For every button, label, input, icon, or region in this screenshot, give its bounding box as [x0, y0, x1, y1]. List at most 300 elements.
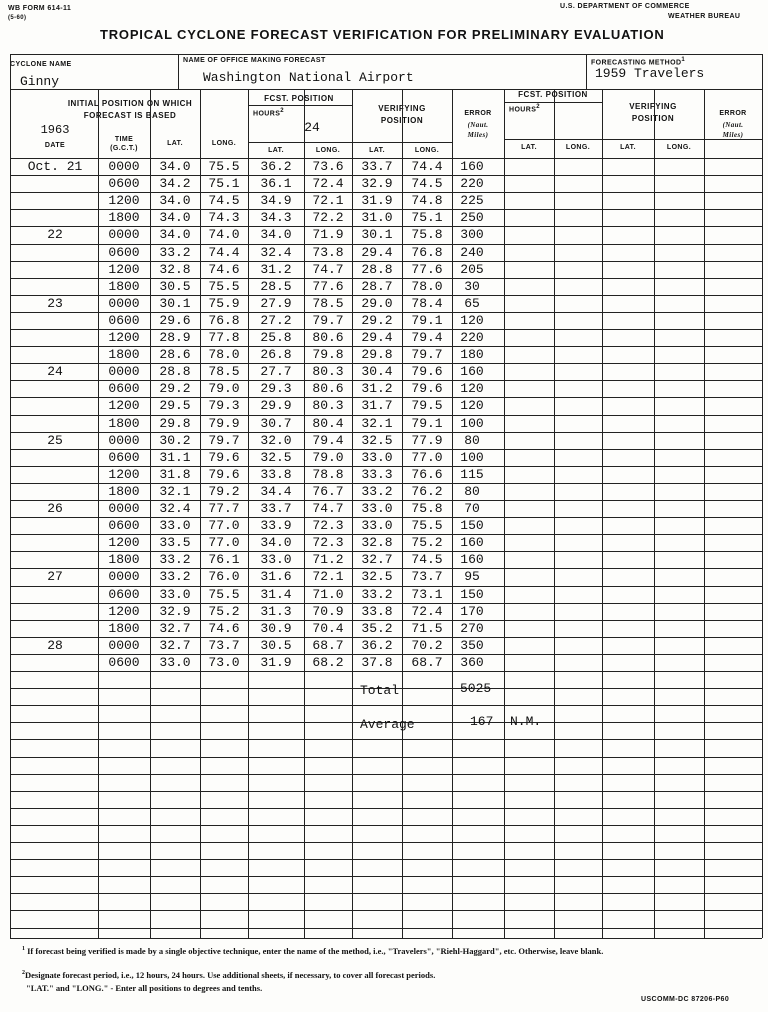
- cell-ilong: 77.0: [208, 518, 240, 533]
- cell-ilat: 30.1: [159, 296, 191, 311]
- cell-err: 220: [460, 330, 484, 345]
- cell-err: 160: [460, 535, 484, 550]
- hours-header: HOURS$^2$: [253, 108, 285, 118]
- cell-err: 100: [460, 416, 484, 431]
- cell-flong: 77.6: [312, 279, 344, 294]
- cell-vlong: 79.5: [411, 398, 443, 413]
- cell-err: 80: [464, 484, 480, 499]
- cell-ilong: 73.7: [208, 638, 240, 653]
- cell-ilat: 29.8: [159, 416, 191, 431]
- cell-err: 350: [460, 638, 484, 653]
- cell-time: 0000: [108, 364, 140, 379]
- cell-ilat: 33.0: [159, 587, 191, 602]
- cell-time: 1800: [108, 416, 140, 431]
- cell-vlat: 29.8: [361, 347, 393, 362]
- cell-err: 80: [464, 433, 480, 448]
- cell-vlat: 33.0: [361, 450, 393, 465]
- grid-line-v: [402, 89, 403, 938]
- cell-flong: 72.3: [312, 518, 344, 533]
- form-id: WB FORM 614-11: [8, 5, 72, 12]
- cell-vlong: 75.8: [411, 227, 443, 242]
- cell-time: 1200: [108, 262, 140, 277]
- cell-err: 270: [460, 621, 484, 636]
- grid-line-h: [504, 102, 602, 103]
- cell-vlat: 32.7: [361, 552, 393, 567]
- cell-vlong: 75.2: [411, 535, 443, 550]
- cell-err: 160: [460, 159, 484, 174]
- cell-flat: 32.5: [260, 450, 292, 465]
- cell-flat: 32.4: [260, 245, 292, 260]
- cell-ilat: 34.2: [159, 176, 191, 191]
- date-header: DATE: [44, 142, 66, 149]
- grid-line-h: [10, 859, 762, 860]
- cell-flat: 34.3: [260, 210, 292, 225]
- grid-line-v: [704, 89, 705, 938]
- cell-ilong: 78.5: [208, 364, 240, 379]
- cell-vlat: 32.8: [361, 535, 393, 550]
- cell-ilong: 77.0: [208, 535, 240, 550]
- grid-line-v: [98, 89, 99, 938]
- office-value: Washington National Airport: [203, 70, 414, 85]
- cell-vlong: 68.7: [411, 655, 443, 670]
- cell-flong: 80.6: [312, 330, 344, 345]
- cell-vlong: 79.1: [411, 416, 443, 431]
- cell-ilong: 76.1: [208, 552, 240, 567]
- cell-err: 180: [460, 347, 484, 362]
- cell-flong: 79.7: [312, 313, 344, 328]
- cell-flat: 30.7: [260, 416, 292, 431]
- cell-flat: 34.0: [260, 535, 292, 550]
- cell-vlong: 74.5: [411, 176, 443, 191]
- cell-flong: 70.9: [312, 604, 344, 619]
- cell-vlong: 78.0: [411, 279, 443, 294]
- cell-time: 0600: [108, 381, 140, 396]
- cell-vlat: 33.2: [361, 484, 393, 499]
- grid-line-h: [10, 938, 762, 939]
- grid-line-h: [10, 791, 762, 792]
- cell-vlong: 77.9: [411, 433, 443, 448]
- cell-vlong: 79.4: [411, 330, 443, 345]
- cell-time: 0000: [108, 159, 140, 174]
- footnote-2: $^2$Designate forecast period, i.e., 12 hours, 24 hours. Use additional sheets, if necessary, to cover all forecast periods.: [22, 970, 436, 980]
- print-code: USCOMM-DC 87206-P60: [641, 996, 730, 1003]
- cell-ilat: 31.1: [159, 450, 191, 465]
- average-label: Average: [360, 717, 415, 732]
- cell-flong: 72.1: [312, 569, 344, 584]
- cell-flat: 31.2: [260, 262, 292, 277]
- cell-vlong: 74.4: [411, 159, 443, 174]
- cell-ilong: 74.3: [208, 210, 240, 225]
- cell-ilat: 34.0: [159, 210, 191, 225]
- cell-time: 0600: [108, 245, 140, 260]
- cell-vlat: 28.8: [361, 262, 393, 277]
- cell-flong: 72.2: [312, 210, 344, 225]
- cell-vlong: 76.6: [411, 467, 443, 482]
- cell-ilong: 76.0: [208, 569, 240, 584]
- cell-flong: 79.8: [312, 347, 344, 362]
- cell-ilat: 31.8: [159, 467, 191, 482]
- cell-vlong: 74.5: [411, 552, 443, 567]
- bureau-name: WEATHER BUREAU: [668, 13, 741, 20]
- cell-flong: 72.1: [312, 193, 344, 208]
- cell-vlat: 30.1: [361, 227, 393, 242]
- verifying-header-b: VERIFYING: [629, 102, 677, 111]
- cell-time: 0600: [108, 313, 140, 328]
- cell-ilat: 34.0: [159, 193, 191, 208]
- cell-vlat: 36.2: [361, 638, 393, 653]
- cell-vlat: 29.2: [361, 313, 393, 328]
- cell-flat: 28.5: [260, 279, 292, 294]
- cell-ilong: 78.0: [208, 347, 240, 362]
- cell-ilong: 77.7: [208, 501, 240, 516]
- cell-time: 1200: [108, 398, 140, 413]
- cell-ilong: 75.2: [208, 604, 240, 619]
- cell-flong: 73.8: [312, 245, 344, 260]
- cell-vlong: 77.6: [411, 262, 443, 277]
- time-header-2: (G.C.T.): [110, 145, 138, 152]
- cell-flat: 30.5: [260, 638, 292, 653]
- cell-date: 27: [47, 569, 63, 584]
- cell-vlat: 33.2: [361, 587, 393, 602]
- grid-line-h: [504, 139, 762, 140]
- cell-ilong: 77.8: [208, 330, 240, 345]
- cell-err: 250: [460, 210, 484, 225]
- cell-vlat: 32.5: [361, 569, 393, 584]
- footnote-3: "LAT." and "LONG." - Enter all positions to degrees and tenths.: [26, 983, 263, 993]
- cell-err: 160: [460, 552, 484, 567]
- cell-flong: 71.0: [312, 587, 344, 602]
- cell-ilat: 32.4: [159, 501, 191, 516]
- cell-ilong: 79.2: [208, 484, 240, 499]
- cell-vlong: 70.2: [411, 638, 443, 653]
- cell-vlat: 29.4: [361, 245, 393, 260]
- cell-ilat: 32.1: [159, 484, 191, 499]
- grid-line-h: [10, 842, 762, 843]
- cell-vlong: 76.8: [411, 245, 443, 260]
- cyclone-name-label: CYCLONE NAME: [10, 61, 72, 68]
- cell-ilat: 32.7: [159, 638, 191, 653]
- cell-vlat: 33.0: [361, 518, 393, 533]
- cell-err: 120: [460, 398, 484, 413]
- cell-vlat: 29.0: [361, 296, 393, 311]
- verifying-header-2: POSITION: [380, 116, 424, 125]
- cell-time: 0000: [108, 569, 140, 584]
- cell-vlat: 32.5: [361, 433, 393, 448]
- cell-ilong: 75.5: [208, 159, 240, 174]
- cell-err: 100: [460, 450, 484, 465]
- cell-err: 150: [460, 587, 484, 602]
- cell-flong: 80.3: [312, 364, 344, 379]
- grid-line-h: [248, 142, 352, 143]
- grid-line-v: [504, 89, 505, 938]
- cell-ilat: 33.0: [159, 518, 191, 533]
- cell-ilat: 29.6: [159, 313, 191, 328]
- grid-line-v: [602, 89, 603, 938]
- cell-vlong: 79.6: [411, 364, 443, 379]
- initial-position-header: INITIAL POSITION ON WHICH: [67, 99, 193, 108]
- verif-long-header: LONG.: [414, 147, 440, 154]
- cell-vlong: 76.2: [411, 484, 443, 499]
- cell-vlong: 74.8: [411, 193, 443, 208]
- grid-line-h: [248, 105, 352, 106]
- cell-ilong: 74.6: [208, 262, 240, 277]
- error-unit-2: Miles): [467, 131, 489, 139]
- grid-line-v: [554, 89, 555, 938]
- cell-date: 26: [47, 501, 63, 516]
- cell-flong: 74.7: [312, 501, 344, 516]
- cell-ilong: 75.5: [208, 279, 240, 294]
- cell-vlong: 77.0: [411, 450, 443, 465]
- cell-err: 120: [460, 381, 484, 396]
- cell-err: 225: [460, 193, 484, 208]
- cell-err: 240: [460, 245, 484, 260]
- grid-line-h: [10, 928, 762, 929]
- cell-time: 0600: [108, 655, 140, 670]
- fcst-lat-header: LAT.: [268, 147, 284, 154]
- error-unit-1: (Naut.: [467, 121, 489, 129]
- cell-ilat: 33.5: [159, 535, 191, 550]
- cell-flong: 78.5: [312, 296, 344, 311]
- cell-ilat: 33.2: [159, 569, 191, 584]
- cell-flong: 71.2: [312, 552, 344, 567]
- average-unit: N.M.: [510, 714, 542, 729]
- cell-ilat: 34.0: [159, 159, 191, 174]
- cell-date: 25: [47, 433, 63, 448]
- cell-ilong: 73.0: [208, 655, 240, 670]
- cell-vlat: 37.8: [361, 655, 393, 670]
- cell-time: 0000: [108, 227, 140, 242]
- cell-vlat: 31.2: [361, 381, 393, 396]
- cell-vlat: 33.8: [361, 604, 393, 619]
- error-unit-b-1: (Naut.: [722, 121, 744, 129]
- grid-line-v: [762, 54, 763, 938]
- error-unit-b-2: Miles): [722, 131, 744, 139]
- cell-ilong: 76.8: [208, 313, 240, 328]
- grid-line-h: [10, 671, 762, 672]
- cell-err: 120: [460, 313, 484, 328]
- cell-ilong: 75.1: [208, 176, 240, 191]
- grid-line-h: [10, 808, 762, 809]
- cell-vlat: 28.7: [361, 279, 393, 294]
- cell-flat: 31.6: [260, 569, 292, 584]
- cell-flat: 27.7: [260, 364, 292, 379]
- cell-err: 70: [464, 501, 480, 516]
- cell-ilong: 79.6: [208, 450, 240, 465]
- cell-flong: 79.4: [312, 433, 344, 448]
- cell-err: 220: [460, 176, 484, 191]
- grid-line-h: [10, 910, 762, 911]
- cell-flong: 78.8: [312, 467, 344, 482]
- hours-value: 24: [304, 120, 320, 135]
- grid-line-v: [654, 89, 655, 938]
- time-header: TIME: [114, 136, 134, 143]
- cell-vlat: 32.1: [361, 416, 393, 431]
- cell-time: 1800: [108, 279, 140, 294]
- cell-ilong: 79.7: [208, 433, 240, 448]
- cell-ilong: 79.3: [208, 398, 240, 413]
- cell-flat: 33.7: [260, 501, 292, 516]
- fcst-position-header: FCST. POSITION: [264, 94, 334, 103]
- cell-flat: 27.9: [260, 296, 292, 311]
- cell-time: 0600: [108, 176, 140, 191]
- cell-ilat: 34.0: [159, 227, 191, 242]
- cell-flong: 80.4: [312, 416, 344, 431]
- grid-line-h: [10, 825, 762, 826]
- cell-err: 30: [464, 279, 480, 294]
- cell-flat: 31.9: [260, 655, 292, 670]
- cell-time: 1800: [108, 621, 140, 636]
- cell-ilat: 33.2: [159, 552, 191, 567]
- cell-time: 1200: [108, 330, 140, 345]
- cell-ilat: 29.2: [159, 381, 191, 396]
- cell-flat: 34.4: [260, 484, 292, 499]
- cell-flat: 34.0: [260, 227, 292, 242]
- cell-ilat: 30.2: [159, 433, 191, 448]
- cell-ilong: 79.9: [208, 416, 240, 431]
- cell-time: 1200: [108, 467, 140, 482]
- grid-line-v: [10, 54, 11, 938]
- cell-flong: 68.2: [312, 655, 344, 670]
- cell-err: 95: [464, 569, 480, 584]
- total-label: Total: [360, 683, 400, 698]
- cell-err: 160: [460, 364, 484, 379]
- cell-time: 1200: [108, 535, 140, 550]
- cell-ilat: 33.0: [159, 655, 191, 670]
- cell-vlong: 79.6: [411, 381, 443, 396]
- cell-flat: 25.8: [260, 330, 292, 345]
- grid-line-h: [10, 774, 762, 775]
- cyclone-name-value: Ginny: [20, 74, 60, 89]
- cell-vlat: 33.7: [361, 159, 393, 174]
- grid-line-h: [10, 705, 762, 706]
- cell-ilat: 30.5: [159, 279, 191, 294]
- cell-flong: 80.6: [312, 381, 344, 396]
- cell-vlong: 79.1: [411, 313, 443, 328]
- form-date: (5-60): [8, 15, 27, 21]
- grid-line-v: [304, 89, 305, 938]
- cell-flat: 31.3: [260, 604, 292, 619]
- grid-line-v: [452, 89, 453, 938]
- cell-flat: 33.0: [260, 552, 292, 567]
- method-label: FORECASTING METHOD$^1$: [591, 57, 686, 67]
- cell-date: 23: [47, 296, 63, 311]
- cell-flong: 72.4: [312, 176, 344, 191]
- cell-ilong: 75.5: [208, 587, 240, 602]
- cell-flong: 72.3: [312, 535, 344, 550]
- cell-vlat: 31.9: [361, 193, 393, 208]
- cell-flat: 36.1: [260, 176, 292, 191]
- cell-vlong: 75.5: [411, 518, 443, 533]
- cell-err: 170: [460, 604, 484, 619]
- cell-flat: 31.4: [260, 587, 292, 602]
- cell-flat: 36.2: [260, 159, 292, 174]
- cell-ilong: 74.6: [208, 621, 240, 636]
- verifying-header: VERIFYING: [378, 104, 426, 113]
- grid-line-v: [586, 54, 587, 89]
- agency-name: U.S. DEPARTMENT OF COMMERCE: [560, 3, 690, 10]
- cell-vlat: 33.3: [361, 467, 393, 482]
- grid-line-v: [248, 89, 249, 938]
- cell-flong: 79.0: [312, 450, 344, 465]
- cell-time: 1200: [108, 193, 140, 208]
- cell-flat: 29.3: [260, 381, 292, 396]
- cell-vlong: 73.7: [411, 569, 443, 584]
- cell-date: Oct. 21: [27, 159, 83, 174]
- cell-err: 150: [460, 518, 484, 533]
- fcst-lat-header-b: LAT.: [521, 144, 537, 151]
- verifying-header-b-2: POSITION: [631, 114, 675, 123]
- cell-vlong: 79.7: [411, 347, 443, 362]
- cell-flong: 73.6: [312, 159, 344, 174]
- cell-flat: 32.0: [260, 433, 292, 448]
- cell-err: 65: [464, 296, 480, 311]
- cell-flat: 30.9: [260, 621, 292, 636]
- grid-line-h: [10, 89, 762, 90]
- cell-vlat: 35.2: [361, 621, 393, 636]
- cell-ilat: 32.9: [159, 604, 191, 619]
- error-header: ERROR: [464, 110, 492, 117]
- cell-vlong: 75.8: [411, 501, 443, 516]
- cell-vlat: 29.4: [361, 330, 393, 345]
- verif-lat-header: LAT.: [369, 147, 385, 154]
- cell-time: 1800: [108, 552, 140, 567]
- cell-vlat: 32.9: [361, 176, 393, 191]
- cell-date: 24: [47, 364, 63, 379]
- cell-flat: 34.9: [260, 193, 292, 208]
- cell-vlong: 73.1: [411, 587, 443, 602]
- cell-err: 300: [460, 227, 484, 242]
- cell-ilat: 32.8: [159, 262, 191, 277]
- cell-date: 28: [47, 638, 63, 653]
- cell-time: 1800: [108, 210, 140, 225]
- cell-time: 1800: [108, 347, 140, 362]
- cell-flat: 33.8: [260, 467, 292, 482]
- cell-ilong: 75.9: [208, 296, 240, 311]
- average-value: 167: [470, 714, 494, 729]
- cell-vlat: 30.4: [361, 364, 393, 379]
- fcst-long-header-b: LONG.: [565, 144, 591, 151]
- cell-flat: 29.9: [260, 398, 292, 413]
- cell-time: 0600: [108, 587, 140, 602]
- grid-line-h: [10, 893, 762, 894]
- total-value: 5025: [460, 681, 492, 696]
- grid-line-h: [10, 54, 762, 55]
- cell-ilong: 79.0: [208, 381, 240, 396]
- cell-vlong: 72.4: [411, 604, 443, 619]
- cell-err: 115: [460, 467, 484, 482]
- grid-line-v: [352, 89, 353, 938]
- cell-flat: 27.2: [260, 313, 292, 328]
- cell-time: 0000: [108, 296, 140, 311]
- grid-line-h: [10, 876, 762, 877]
- cell-flat: 26.8: [260, 347, 292, 362]
- cell-flong: 68.7: [312, 638, 344, 653]
- grid-line-v: [150, 89, 151, 938]
- method-value: 1959 Travelers: [595, 66, 705, 81]
- cell-time: 0000: [108, 501, 140, 516]
- verif-lat-header-b: LAT.: [620, 144, 636, 151]
- cell-date: 22: [47, 227, 63, 242]
- form-title: TROPICAL CYCLONE FORECAST VERIFICATION FOR PRELIMINARY EVALUATION: [100, 27, 665, 42]
- cell-vlat: 31.7: [361, 398, 393, 413]
- cell-flat: 33.9: [260, 518, 292, 533]
- cell-ilat: 28.6: [159, 347, 191, 362]
- cell-vlong: 75.1: [411, 210, 443, 225]
- cell-flong: 76.7: [312, 484, 344, 499]
- cell-err: 360: [460, 655, 484, 670]
- cell-ilat: 28.9: [159, 330, 191, 345]
- cell-err: 205: [460, 262, 484, 277]
